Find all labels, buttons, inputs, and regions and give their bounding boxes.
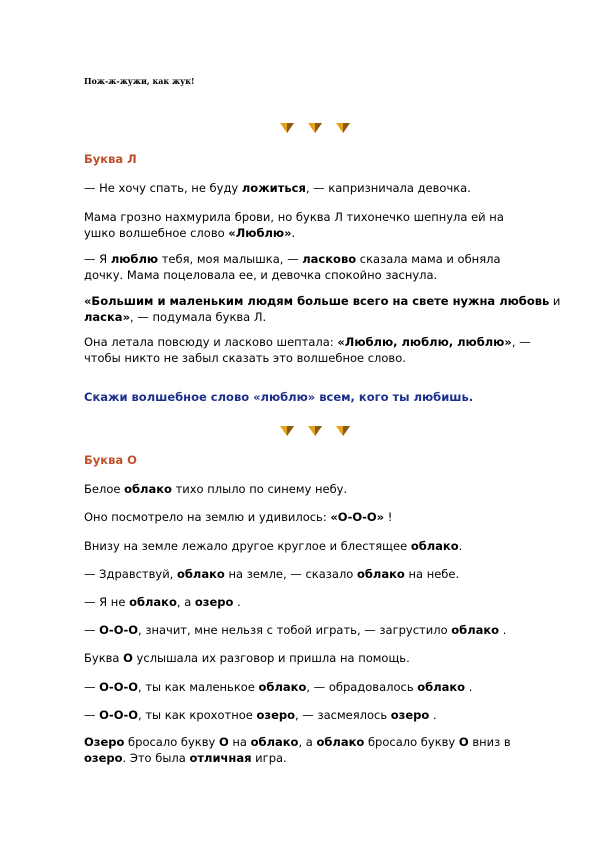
text-run: , — обрадовалось [306, 680, 418, 694]
text-run: , значит, мне нельзя с тобой играть, — загрустило [138, 623, 452, 637]
paragraph-line [84, 334, 554, 350]
bold-text: облако [124, 482, 172, 496]
bold-text: облако [451, 623, 500, 637]
bold-text: любовь [499, 294, 550, 308]
text-run: на земле, — сказало [224, 567, 357, 581]
text-run: Белое [84, 482, 125, 496]
bold-text: ласково [302, 252, 357, 266]
text-run: тебя, моя малышка, — [158, 252, 303, 266]
paragraph-line [84, 225, 554, 241]
bold-text: О [458, 735, 469, 749]
bold-text: облако [129, 595, 177, 609]
paragraph [84, 650, 554, 666]
paragraph-line [84, 734, 554, 750]
text-run: — Я не [84, 595, 130, 609]
text-run: на небе. [404, 567, 460, 581]
text-run: Мама грозно нахмурила брови, но буква Л тихонечко шепнула ей на [84, 210, 504, 224]
text-run: , ты как крохотное [138, 708, 257, 722]
paragraph [84, 594, 554, 610]
bold-text: О [218, 735, 229, 749]
text-run: . [233, 595, 241, 609]
paragraph [84, 180, 554, 196]
paragraph-line [84, 309, 554, 325]
bold-text: облако [177, 567, 225, 581]
bold-text: О-О-О [99, 623, 139, 637]
bold-text: облако [356, 567, 405, 581]
bold-text: люблю [110, 252, 159, 266]
text-run: тихо плыло по синему небу. [171, 482, 348, 496]
text-run: вниз в [468, 735, 511, 749]
paragraph [84, 509, 554, 525]
bold-text: «Большим и маленьким людям больше всего на свете нужна [84, 294, 500, 308]
text-run: услышала их разговор и пришла на помощь. [132, 651, 410, 665]
text-run: , — подумала буква Л. [130, 310, 267, 324]
ornament-icon [278, 121, 358, 137]
text-run: — Не хочу спать, не буду [84, 181, 242, 195]
text-run: . [429, 708, 437, 722]
section-heading-o: Буква О [84, 453, 137, 467]
bold-text: ложиться [241, 181, 306, 195]
bold-text: озеро [194, 595, 234, 609]
text-run: игра. [251, 751, 287, 765]
bold-text: «Люблю» [228, 226, 292, 240]
text-run: — Я [84, 252, 111, 266]
paragraph [84, 481, 554, 497]
text-run: Внизу на земле лежало другое круглое и блестящее [84, 539, 411, 553]
bold-text: облако [417, 680, 466, 694]
paragraph [84, 622, 554, 638]
call-to-action: Скажи волшебное слово «люблю» всем, кого ты любишь. [84, 390, 474, 404]
text-run: — [84, 680, 100, 694]
paragraph-line [84, 350, 554, 366]
text-run: , а [298, 735, 317, 749]
paragraph-line [84, 267, 554, 283]
bold-text: озеро [390, 708, 430, 722]
text-run: бросало букву [124, 735, 219, 749]
text-run: . Это была [122, 751, 190, 765]
text-run: , — [511, 335, 531, 349]
text-run: , — засмеялось [295, 708, 391, 722]
bold-text: озеро [256, 708, 295, 722]
bold-text: О-О-О [99, 680, 139, 694]
text-run: дочку. Мама поцеловала ее, и девочка спокойно заснула. [84, 268, 438, 282]
paragraph-line [84, 293, 561, 309]
text-run: — [84, 708, 100, 722]
text-run: , — капризничала девочка. [305, 181, 471, 195]
text-run: — [84, 623, 100, 637]
bold-text: отличная [189, 751, 252, 765]
paragraph [84, 566, 554, 582]
text-run: ушко волшебное слово [84, 226, 229, 240]
paragraph-line [84, 750, 554, 766]
paragraph-line [84, 251, 554, 267]
bold-text: «О-О-О» [330, 510, 385, 524]
bold-text: облако [316, 735, 365, 749]
bold-text: облако [258, 680, 307, 694]
ornament-icon [278, 424, 358, 440]
paragraph [84, 679, 554, 695]
text-run: . [291, 226, 296, 240]
paragraph [84, 538, 554, 554]
text-run: чтобы никто не забыл сказать это волшебное слово. [84, 351, 406, 365]
bold-text: ласка» [84, 310, 130, 324]
text-run: Она летала повсюду и ласково шептала: [84, 335, 338, 349]
bold-text: Озеро [84, 735, 125, 749]
text-run: , ты как маленькое [138, 680, 259, 694]
paragraph [84, 707, 554, 723]
header-caption: Пож-ж-жужи, как жук! [84, 76, 195, 86]
text-run: Буква [84, 651, 124, 665]
bold-text: О-О-О [99, 708, 139, 722]
bold-text: «Люблю, люблю, люблю» [337, 335, 512, 349]
text-run: бросало букву [364, 735, 459, 749]
text-run: . [499, 623, 507, 637]
text-run: , а [176, 595, 195, 609]
text-run: и [549, 294, 561, 308]
text-run: Оно посмотрело на землю и удивилось: [84, 510, 331, 524]
text-run: — Здравствуй, [84, 567, 177, 581]
text-run: сказала мама и обняла [356, 252, 501, 266]
bold-text: облако [410, 539, 459, 553]
text-run: . [458, 539, 463, 553]
bold-text: озеро [84, 751, 123, 765]
text-run: . [465, 680, 473, 694]
bold-text: О [123, 651, 133, 665]
text-run: на [228, 735, 251, 749]
text-run: ! [384, 510, 393, 524]
bold-text: облако [250, 735, 299, 749]
section-heading-l: Буква Л [84, 152, 137, 166]
paragraph-line [84, 209, 554, 225]
